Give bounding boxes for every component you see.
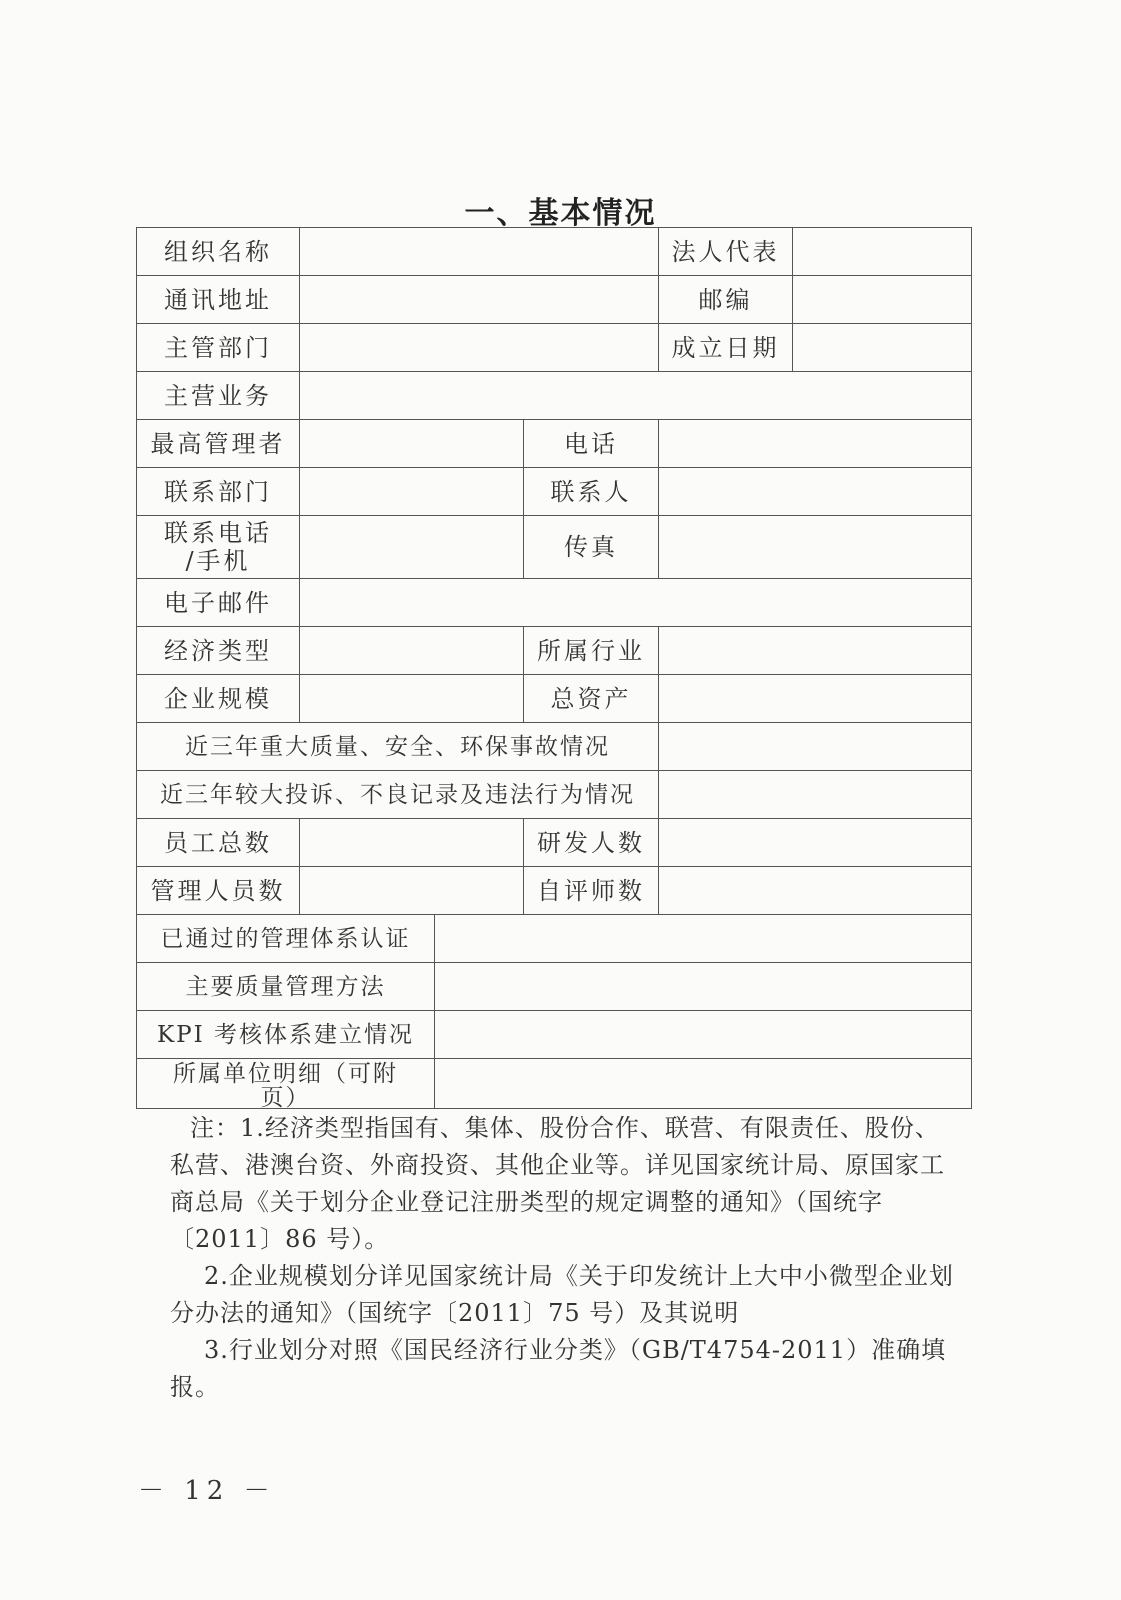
table-row <box>137 675 972 723</box>
accidents-field[interactable] <box>659 723 972 771</box>
scale-label: 企业规模 <box>137 675 300 723</box>
contact-phone-field[interactable] <box>300 516 524 579</box>
total-assets-label: 总资产 <box>524 675 659 723</box>
complaints-field[interactable] <box>659 771 972 819</box>
table-row <box>137 372 972 420</box>
quality-methods-label: 主要质量管理方法 <box>137 963 435 1011</box>
top-manager-field[interactable] <box>300 420 524 468</box>
table-row <box>137 819 972 867</box>
mgmt-staff-label: 管理人员数 <box>137 867 300 915</box>
employees-field[interactable] <box>300 819 524 867</box>
quality-methods-field[interactable] <box>435 963 972 1011</box>
basic-info-table <box>136 227 972 1109</box>
section-title: 一、基本情况 <box>464 196 657 231</box>
authority-field[interactable] <box>300 324 659 372</box>
industry-field[interactable] <box>659 627 972 675</box>
employees-label: 员工总数 <box>137 819 300 867</box>
certified-systems-field[interactable] <box>435 915 972 963</box>
certified-systems-label: 已通过的管理体系认证 <box>137 915 435 963</box>
est-date-label: 成立日期 <box>659 324 793 372</box>
industry-label: 所属行业 <box>524 627 659 675</box>
page-number: － 12 － <box>138 1476 276 1506</box>
address-label: 通讯地址 <box>137 276 300 324</box>
rd-staff-field[interactable] <box>659 819 972 867</box>
notes <box>170 1110 960 1406</box>
postcode-label: 邮编 <box>659 276 793 324</box>
kpi-field[interactable] <box>435 1011 972 1059</box>
contact-dept-label: 联系部门 <box>137 468 300 516</box>
subsidiaries-label <box>137 1059 435 1109</box>
fax-label: 传真 <box>524 516 659 579</box>
table-row <box>137 723 972 771</box>
note-3: 3.行业划分对照《国民经济行业分类》（GB/T4754-2011）准确填报。 <box>170 1336 947 1401</box>
org-name-field[interactable] <box>300 228 659 276</box>
table-row <box>137 1011 972 1059</box>
table-row <box>137 867 972 915</box>
table-row <box>137 228 972 276</box>
contact-person-label: 联系人 <box>524 468 659 516</box>
table-row <box>137 963 972 1011</box>
address-field[interactable] <box>300 276 659 324</box>
assessors-label: 自评师数 <box>524 867 659 915</box>
table-row <box>137 915 972 963</box>
email-field[interactable] <box>300 579 972 627</box>
assessors-field[interactable] <box>659 867 972 915</box>
postcode-field[interactable] <box>793 276 972 324</box>
table-row <box>137 276 972 324</box>
legal-rep-field[interactable] <box>793 228 972 276</box>
contact-phone-label-line2: /手机 <box>185 547 251 575</box>
org-name-label: 组织名称 <box>137 228 300 276</box>
note-2: 2.企业规模划分详见国家统计局《关于印发统计上大中小微型企业划分办法的通知》（国统字〔2011〕75 号）及其说明 <box>170 1262 954 1327</box>
table-row <box>137 1059 972 1109</box>
table-row <box>137 771 972 819</box>
contact-phone-label-line1: 联系电话 <box>164 519 272 547</box>
phone-field[interactable] <box>659 420 972 468</box>
scale-field[interactable] <box>300 675 524 723</box>
main-business-label: 主营业务 <box>137 372 300 420</box>
table-row <box>137 420 972 468</box>
table-row <box>137 627 972 675</box>
accidents-label: 近三年重大质量、安全、环保事故情况 <box>137 723 659 771</box>
est-date-field[interactable] <box>793 324 972 372</box>
complaints-label: 近三年较大投诉、不良记录及违法行为情况 <box>137 771 659 819</box>
table-row <box>137 324 972 372</box>
table-row <box>137 579 972 627</box>
note-1: 注：1.经济类型指国有、集体、股份合作、联营、有限责任、股份、私营、港澳台资、外商投资、其他企业等。详见国家统计局、原国家工商总局《关于划分企业登记注册类型的规定调整的通知》（国统字〔2011〕86 号）。 <box>170 1114 945 1253</box>
contact-phone-label <box>137 516 300 579</box>
subsidiaries-field[interactable] <box>435 1059 972 1109</box>
authority-label: 主管部门 <box>137 324 300 372</box>
econ-type-label: 经济类型 <box>137 627 300 675</box>
main-business-field[interactable] <box>300 372 972 420</box>
contact-person-field[interactable] <box>659 468 972 516</box>
top-manager-label: 最高管理者 <box>137 420 300 468</box>
econ-type-field[interactable] <box>300 627 524 675</box>
total-assets-field[interactable] <box>659 675 972 723</box>
fax-field[interactable] <box>659 516 972 579</box>
table-row <box>137 468 972 516</box>
kpi-label: KPI 考核体系建立情况 <box>137 1011 435 1059</box>
phone-label: 电话 <box>524 420 659 468</box>
subsidiaries-label-line1: 所属单位明细（可附 <box>173 1060 398 1087</box>
legal-rep-label: 法人代表 <box>659 228 793 276</box>
mgmt-staff-field[interactable] <box>300 867 524 915</box>
table-row <box>137 516 972 579</box>
contact-dept-field[interactable] <box>300 468 524 516</box>
email-label: 电子邮件 <box>137 579 300 627</box>
rd-staff-label: 研发人数 <box>524 819 659 867</box>
subsidiaries-label-line2: 页） <box>260 1084 311 1109</box>
